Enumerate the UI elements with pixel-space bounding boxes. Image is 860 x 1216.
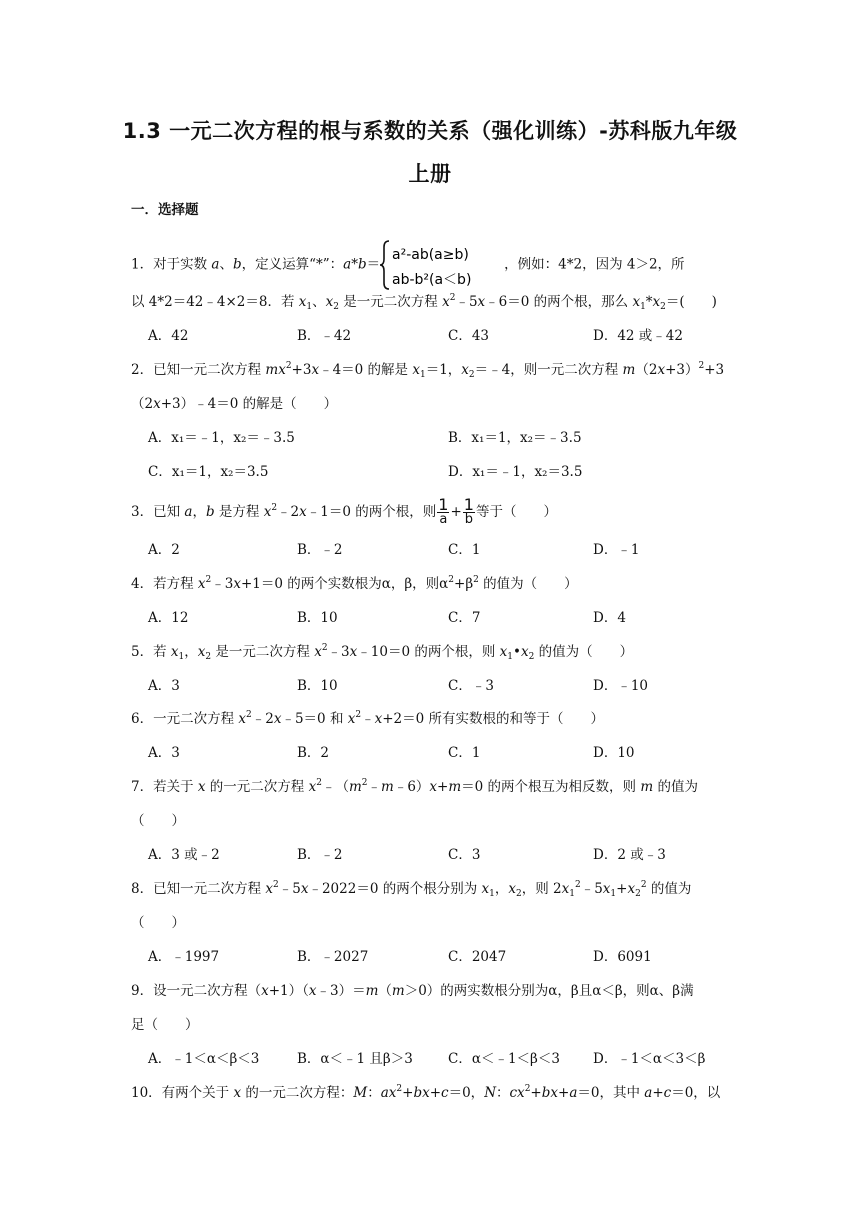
q7-option-d[interactable]: D．2 或﹣3 — [593, 847, 666, 863]
q2-option-b[interactable]: B．x₁＝1，x₂＝﹣3.5 — [448, 430, 582, 446]
q4-option-a[interactable]: A．12 — [148, 610, 189, 626]
question-9-line-2: 足（ ） — [131, 1017, 199, 1033]
q5-option-a[interactable]: A．3 — [148, 678, 180, 694]
q6-option-c[interactable]: C．1 — [448, 745, 481, 761]
q1-option-c[interactable]: C．43 — [448, 328, 490, 344]
question-3: 3．已知 a，b 是方程 $x^2﹣2x﹣1=0$ 的两个根，则 $\frac{1}{a}$ + $\frac{1}{b}$ 等于（ ） — [131, 495, 557, 527]
q9-option-c[interactable]: C．α＜﹣1＜β＜3 — [448, 1051, 560, 1067]
question-6: 6．一元二次方程 $x^2﹣2x﹣5=0$ 和 $x^2﹣x+2=0$ 所有实数根的和等于（ ） — [131, 710, 604, 727]
question-10-line-1: 10．有两个关于 x 的一元二次方程：M：$ax^2+bx+c=0$，N：$cx^2+bx+a=0$，其中 a+c＝0，以 — [131, 1084, 721, 1101]
page-title-continued: 上册 — [408, 162, 452, 186]
q9-option-d[interactable]: D．﹣1＜α＜3＜β — [593, 1051, 706, 1067]
q2-option-d[interactable]: D．x₁＝﹣1，x₂＝3.5 — [448, 464, 583, 480]
question-1-line-2: 以 4*2＝42﹣4×2＝8．若 $x_1$、$x_2$ 是一元二次方程 $x^2﹣5x﹣6=0$ 的两个根，那么 $x_1*x_2=$( ) — [131, 293, 717, 312]
q6-option-b[interactable]: B．2 — [297, 745, 330, 761]
question-2-line-1: 2．已知一元二次方程 $mx^2+3x﹣4=0$ 的解是 $x_1=1$，$x_2=﹣4$，则一元二次方程 $m(2x+3)^2+3$ — [131, 361, 725, 380]
q1-option-d[interactable]: D．42 或﹣42 — [593, 328, 683, 344]
q6-option-d[interactable]: D．10 — [593, 745, 635, 761]
fraction-1-over-a: $\frac{1}{a}$ — [438, 495, 449, 527]
q3-option-d[interactable]: D．﹣1 — [593, 542, 640, 558]
q8-option-d[interactable]: D．6091 — [593, 949, 652, 965]
q5-option-b[interactable]: B．10 — [297, 678, 338, 694]
piecewise-formula — [380, 239, 504, 291]
formula-case-2: ab-b²(a＜b) — [392, 272, 472, 288]
formula-case-1: a²-ab(a≥b) — [392, 247, 469, 263]
q7-option-c[interactable]: C．3 — [448, 847, 481, 863]
q5-option-d[interactable]: D．﹣10 — [593, 678, 649, 694]
question-7-line-1: 7．若关于 x 的一元二次方程 $x^2﹣(m^2﹣m﹣6)x+m=0$ 的两个根互为相反数，则 m 的值为 — [131, 778, 698, 795]
page-title: 1.3 一元二次方程的根与系数的关系（强化训练）-苏科版九年级 — [122, 119, 738, 143]
q3-option-b[interactable]: B．﹣2 — [297, 542, 343, 558]
q7-option-b[interactable]: B．﹣2 — [297, 847, 343, 863]
question-9-line-1: 9．设一元二次方程（x+1）（x﹣3）＝m（m＞0）的两实数根分别为α，β且α＜β，则α、β满 — [131, 983, 694, 999]
q2-option-c[interactable]: C．x₁＝1，x₂＝3.5 — [148, 464, 269, 480]
q8-option-b[interactable]: B．﹣2027 — [297, 949, 369, 965]
question-8-line-1: 8．已知一元二次方程 $x^2﹣5x﹣2022=0$ 的两个根分别为 $x_1$，$x_2$，则 $2x_1^2﹣5x_1+x_2^2$ 的值为 — [131, 880, 692, 899]
q1-option-b[interactable]: B．﹣42 — [297, 328, 352, 344]
q5-option-c[interactable]: C．﹣3 — [448, 678, 494, 694]
q7-option-a[interactable]: A．3 或﹣2 — [148, 847, 220, 863]
question-1-line-1: 1．对于实数 a、b，定义运算“*”：a*b＝ a²-ab(a≥b) ab-b²(a＜b) ，例如：4*2，因为 4＞2，所 — [131, 239, 685, 291]
q4-option-c[interactable]: C．7 — [448, 610, 481, 626]
question-7-line-2: （ ） — [131, 813, 185, 829]
question-4: 4．若方程 $x^2﹣3x+1=0$ 的两个实数根为α，β，则$\alpha^2+\beta^2$ 的值为（ ） — [131, 575, 578, 592]
question-8-line-2: （ ） — [131, 915, 185, 931]
q9-option-a[interactable]: A．﹣1＜α＜β＜3 — [148, 1051, 260, 1067]
q9-option-b[interactable]: B．α＜﹣1 且β＞3 — [297, 1051, 413, 1067]
q3-option-c[interactable]: C．1 — [448, 542, 481, 558]
fraction-1-over-b: $\frac{1}{b}$ — [463, 495, 474, 527]
question-5: 5．若 $x_1$，$x_2$ 是一元二次方程 $x^2﹣3x﹣10=0$ 的两个根，则 $x_1•x_2$ 的值为（ ） — [131, 643, 634, 662]
question-2-line-2: （2x+3）﹣4＝0 的解是（ ） — [131, 396, 338, 412]
section-heading: 一．选择题 — [131, 202, 199, 218]
q4-option-b[interactable]: B．10 — [297, 610, 338, 626]
q2-option-a[interactable]: A．x₁＝﹣1，x₂＝﹣3.5 — [148, 430, 295, 446]
q4-option-d[interactable]: D．4 — [593, 610, 626, 626]
q1-option-a[interactable]: A．42 — [148, 328, 189, 344]
q6-option-a[interactable]: A．3 — [148, 745, 180, 761]
q8-option-c[interactable]: C．2047 — [448, 949, 507, 965]
q8-option-a[interactable]: A．﹣1997 — [148, 949, 220, 965]
q3-option-a[interactable]: A．2 — [148, 542, 180, 558]
